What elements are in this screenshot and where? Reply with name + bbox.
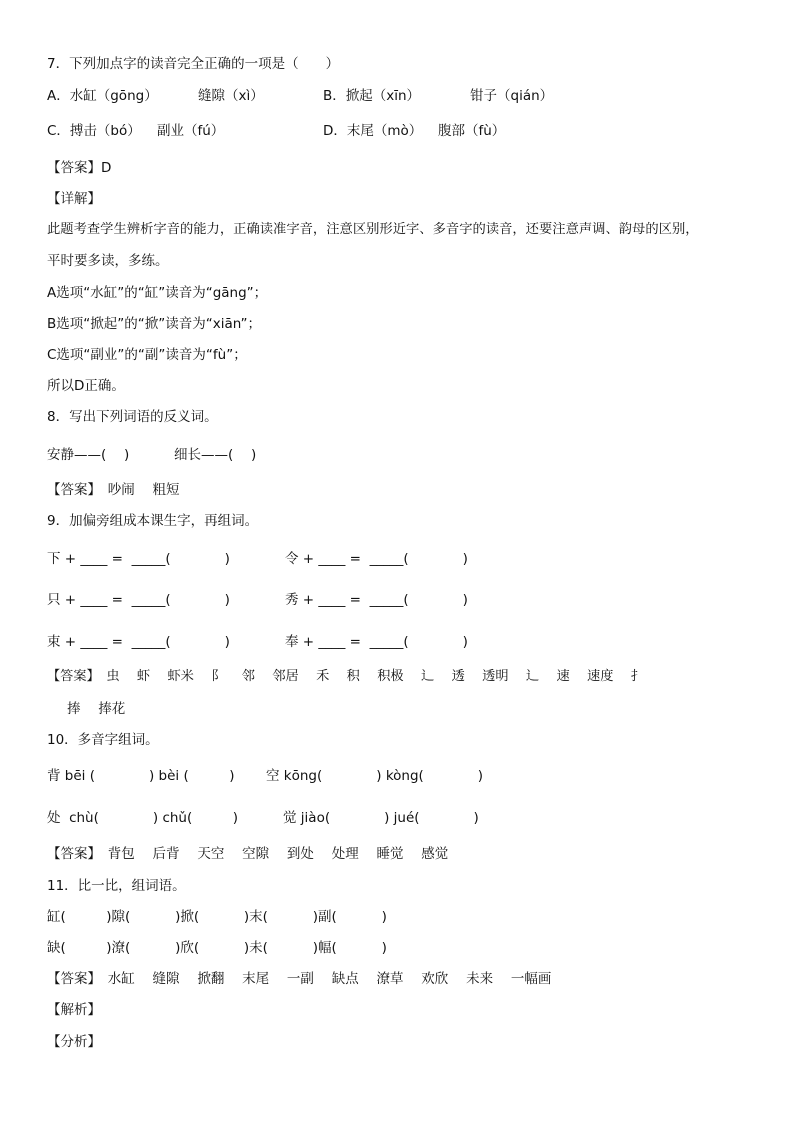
q9-row-1-left: 下 + ____ = _____( ) bbox=[47, 551, 230, 567]
q10-row-1-right: 空 kōng( ) kòng( ) bbox=[266, 768, 484, 784]
q7-option-a-2: 缝隙（xì） bbox=[198, 88, 264, 104]
q7-option-a: A．水缸（gōng） bbox=[47, 88, 158, 104]
q7-option-d-2: 腹部（fù） bbox=[438, 123, 506, 139]
q9-answer-line-2: 捧 捧花 bbox=[67, 701, 126, 717]
q7-note-c: C选项“副业”的“副”读音为“fù”； bbox=[47, 347, 247, 363]
q7-option-b-2: 钳子（qián） bbox=[470, 88, 554, 104]
q7-option-c-2: 副业（fú） bbox=[157, 123, 225, 139]
q10-row-1-left: 背 bēi ( ) bèi ( ) bbox=[47, 768, 235, 784]
q9-answer-line-1: 【答案】 虫 虾 虾米 阝 邻 邻居 禾 积 积极 辶 透 透明 辶 速 速度 扌 bbox=[47, 669, 644, 684]
q10-row-2-left: 处 chù( ) chǔ( ) bbox=[47, 810, 239, 826]
q9-row-3-left: 束 + ____ = _____( ) bbox=[47, 634, 230, 650]
q9-stem: 9．加偏旁组成本课生字，再组词。 bbox=[47, 513, 259, 529]
q11-row-2: 缺( )潦( )欣( )未( )幅( ) bbox=[47, 940, 387, 956]
q7-option-c: C．搏击（bó） bbox=[47, 123, 141, 139]
q7-detail-line-1: 此题考查学生辨析字音的能力，正确读准字音，注意区别形近字、多音字的读音，还要注意声调、韵母的区别， bbox=[47, 222, 699, 237]
q11-answer: 【答案】 水缸 缝隙 掀翻 末尾 一副 缺点 潦草 欢欣 未来 一幅画 bbox=[47, 971, 552, 987]
q9-row-3-right: 奉 + ____ = _____( ) bbox=[285, 634, 468, 650]
q7-detail-label: 【详解】 bbox=[47, 191, 101, 207]
q10-answer: 【答案】 背包 后背 天空 空隙 到处 处理 睡觉 感觉 bbox=[47, 846, 449, 862]
q9-row-2-right: 秀 + ____ = _____( ) bbox=[285, 592, 468, 608]
q11-analysis-label: 【解析】 bbox=[47, 1002, 101, 1018]
q7-option-d: D．末尾（mò） bbox=[323, 123, 423, 139]
q7-stem: 7．下列加点字的读音完全正确的一项是（ ） bbox=[47, 56, 340, 72]
q8-item-2: 细长——( ) bbox=[174, 447, 257, 463]
q7-note-a: A选项“水缸”的“缸”读音为“gāng”； bbox=[47, 285, 268, 301]
q7-conclusion: 所以D正确。 bbox=[47, 378, 125, 394]
q10-stem: 10．多音字组词。 bbox=[47, 732, 159, 748]
q8-answer: 【答案】 吵闹 粗短 bbox=[47, 482, 180, 498]
q7-answer: 【答案】D bbox=[47, 160, 112, 176]
q9-row-2-left: 只 + ____ = _____( ) bbox=[47, 592, 230, 608]
q7-detail-line-2: 平时要多读，多练。 bbox=[47, 253, 169, 269]
q7-note-b: B选项“掀起”的“掀”读音为“xiān”； bbox=[47, 316, 262, 332]
q8-stem: 8．写出下列词语的反义词。 bbox=[47, 409, 218, 425]
q10-row-2-right: 觉 jiào( ) jué( ) bbox=[283, 810, 479, 826]
q8-item-1: 安静——( ) bbox=[47, 447, 130, 463]
q7-option-b: B．掀起（xīn） bbox=[323, 88, 421, 104]
q11-fenxi-label: 【分析】 bbox=[47, 1034, 101, 1050]
q11-row-1: 缸( )隙( )掀( )末( )副( ) bbox=[47, 909, 387, 925]
q11-stem: 11．比一比，组词语。 bbox=[47, 878, 186, 894]
q9-row-1-right: 令 + ____ = _____( ) bbox=[285, 551, 468, 567]
